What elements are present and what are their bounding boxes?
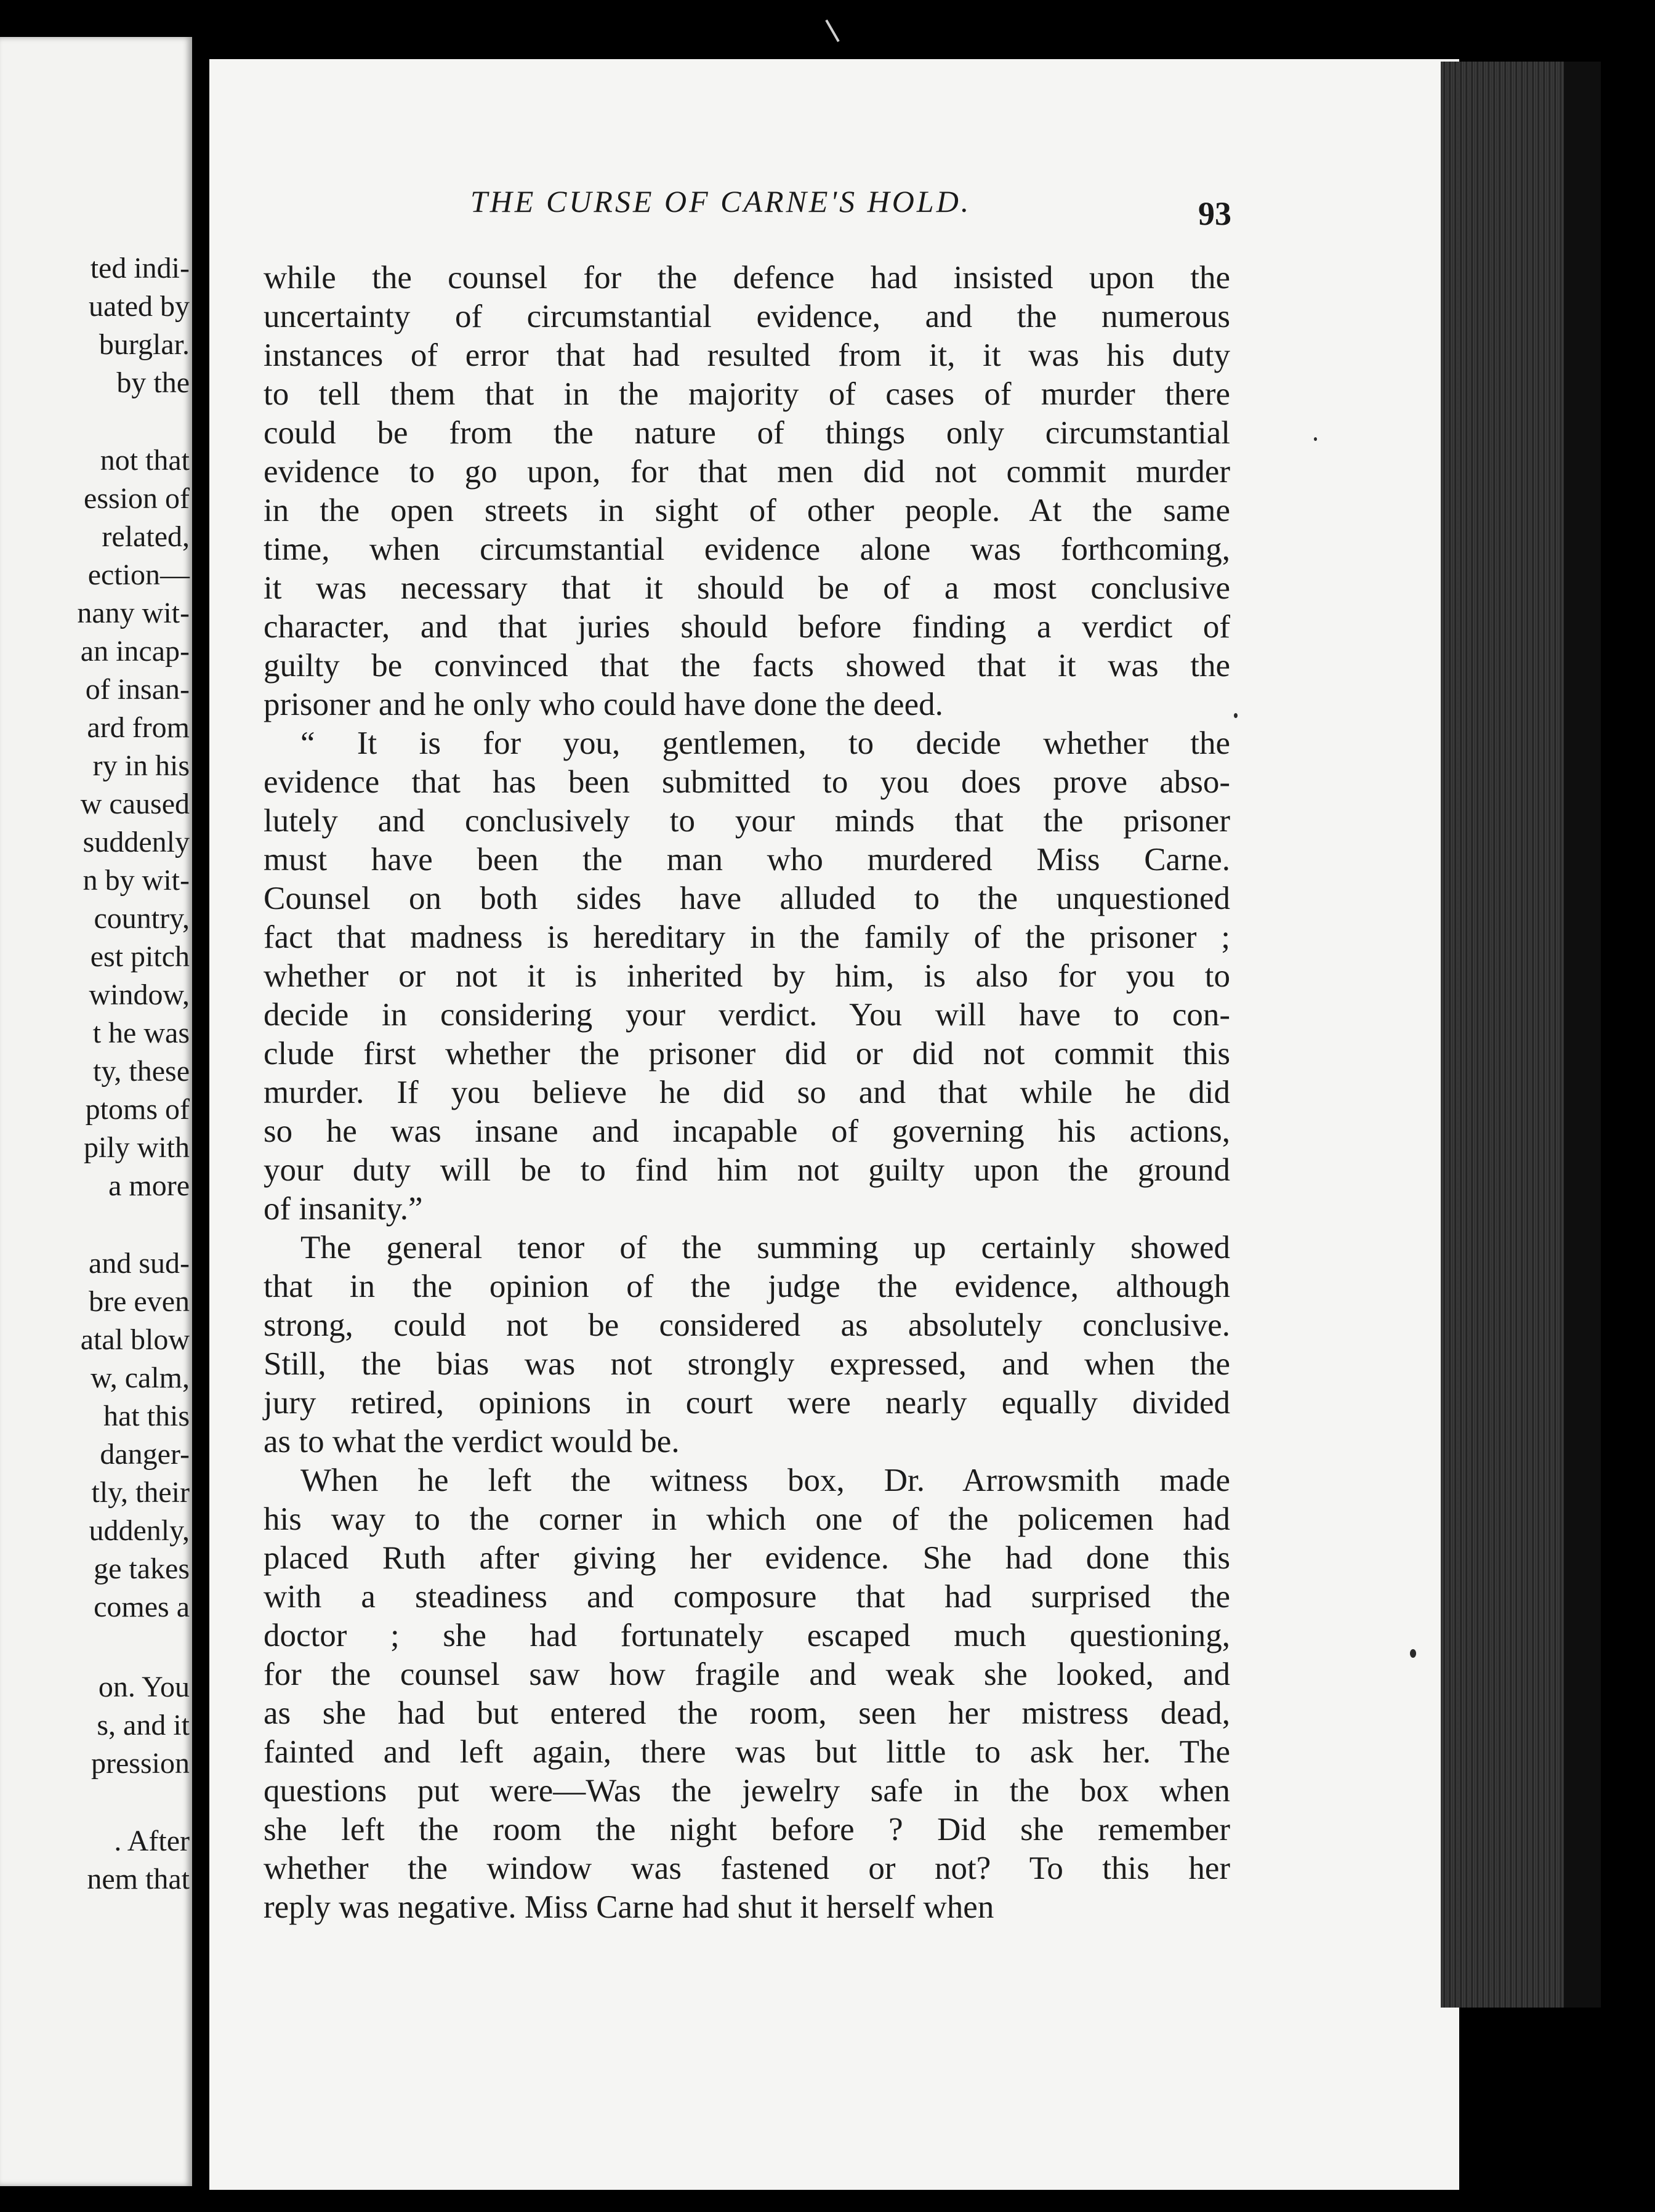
left-page-fragment: uated by	[89, 290, 190, 323]
left-page-fragment: nem that	[87, 1863, 190, 1895]
text-line: questions put were—Was the jewelry safe in the box when	[264, 1773, 1230, 1809]
text-line: in the open streets in sight of other people. At the same	[264, 493, 1230, 528]
text-line: Counsel on both sides have alluded to the unquestioned	[264, 881, 1230, 916]
text-line: clude first whether the prisoner did or did not commit this	[264, 1036, 1230, 1072]
left-page-fragment: hat this	[103, 1400, 190, 1432]
left-page-fragment: pression	[91, 1747, 190, 1780]
left-page-fragment: uddenly,	[89, 1514, 190, 1547]
text-line: murder. If you believe he did so and that while he did	[264, 1075, 1230, 1110]
left-page	[0, 37, 192, 2186]
left-page-fragment: a more	[108, 1169, 190, 1202]
left-page-fragment: n by wit-	[83, 864, 190, 897]
left-page-fragment: atal blow	[80, 1323, 190, 1356]
text-line: whether the window was fastened or not? To this her	[264, 1851, 1230, 1886]
left-page-fragment: danger-	[100, 1438, 190, 1471]
text-line: your duty will be to find him not guilty upon the ground	[264, 1152, 1230, 1188]
text-line: uncertainty of circumstantial evidence, and the numerous	[264, 299, 1230, 334]
left-page-fragment: burglar.	[99, 328, 190, 361]
text-line: with a steadiness and composure that had surprised the	[264, 1579, 1230, 1615]
left-page-fragment: ge takes	[94, 1552, 190, 1585]
text-line: evidence that has been submitted to you does prove abso-	[264, 764, 1230, 800]
left-page-fragment: w, calm,	[91, 1362, 190, 1394]
text-line: When he left the witness box, Dr. Arrowsmith made	[300, 1463, 1230, 1498]
scan-speck	[1314, 437, 1317, 441]
text-line: lutely and conclusively to your minds that the prisoner	[264, 803, 1230, 839]
left-page-fragment: of insan-	[85, 673, 190, 706]
text-line: prisoner and he only who could have done the deed.	[264, 687, 943, 722]
left-page-fragment: suddenly	[83, 826, 190, 858]
left-page-fragment: ry in his	[92, 749, 190, 782]
left-page-fragment: w caused	[80, 788, 190, 820]
text-line: doctor ; she had fortunately escaped much questioning,	[264, 1618, 1230, 1653]
left-page-fragment: not that	[100, 444, 190, 477]
scan-speck	[1410, 1649, 1416, 1658]
left-page-fragment: and sud-	[89, 1247, 190, 1280]
left-page-fragment: ted indi-	[90, 252, 190, 285]
text-line: could be from the nature of things only circumstantial	[264, 415, 1230, 451]
text-line: evidence to go upon, for that men did not commit murder	[264, 454, 1230, 490]
scan-speck	[1234, 713, 1238, 718]
text-line: fainted and left again, there was but little to ask her. The	[264, 1734, 1230, 1770]
left-page-fragment: est pitch	[90, 940, 190, 973]
left-page-fragment: . After	[114, 1825, 190, 1857]
left-page-fragment: ty, these	[93, 1055, 190, 1088]
text-line: as to what the verdict would be.	[264, 1424, 680, 1459]
text-line: to tell them that in the majority of cases of murder there	[264, 376, 1230, 412]
left-page-fragment: tly, their	[91, 1476, 190, 1509]
left-page-fragment: s, and it	[97, 1709, 190, 1742]
left-page-fragment: by the	[116, 366, 190, 399]
text-line: instances of error that had resulted from it, it was his duty	[264, 337, 1230, 373]
left-page-fragment: related,	[102, 520, 190, 553]
left-page-fragment: t he was	[92, 1017, 190, 1049]
text-line: guilty be convinced that the facts showed that it was the	[264, 648, 1230, 684]
left-page-fragment: ard from	[87, 711, 190, 744]
left-page-fragment: ession of	[84, 482, 190, 515]
text-line: she left the room the night before ? Did she remember	[264, 1812, 1230, 1847]
left-page-fragment: bre even	[89, 1285, 190, 1318]
text-line: decide in considering your verdict. You will have to con-	[264, 997, 1230, 1033]
text-line: whether or not it is inherited by him, is also for you to	[264, 958, 1230, 994]
left-page-fragment: an incap-	[80, 635, 190, 668]
text-line: placed Ruth after giving her evidence. She had done this	[264, 1540, 1230, 1576]
text-line: that in the opinion of the judge the evidence, although	[264, 1269, 1230, 1304]
page-edge-shadow	[1564, 62, 1601, 2008]
left-page-fragment: on. You	[98, 1671, 190, 1703]
text-line: his way to the corner in which one of the policemen had	[264, 1501, 1230, 1537]
body-text	[264, 259, 1230, 1927]
page-number: 93	[1198, 195, 1231, 232]
scan-mark	[825, 20, 839, 42]
left-page-fragment: pily with	[83, 1131, 190, 1164]
text-line: “ It is for you, gentlemen, to decide whether the	[300, 725, 1230, 761]
text-line: jury retired, opinions in court were nearly equally divided	[264, 1385, 1230, 1421]
text-line: so he was insane and incapable of governing his actions,	[264, 1113, 1230, 1149]
text-line: strong, could not be considered as absolutely conclusive.	[264, 1307, 1230, 1343]
left-page-fragment: comes a	[94, 1591, 190, 1623]
text-line: it was necessary that it should be of a most conclusive	[264, 570, 1230, 606]
left-page-fragment: nany wit-	[77, 597, 190, 629]
left-page-fragment: country,	[94, 902, 190, 935]
text-line: reply was negative. Miss Carne had shut it herself when	[264, 1889, 994, 1925]
text-line: fact that madness is hereditary in the family of the prisoner ;	[264, 919, 1230, 955]
text-line: while the counsel for the defence had insisted upon the	[264, 260, 1230, 296]
left-page-fragment: ection—	[87, 559, 190, 591]
left-page-fragment: window,	[89, 979, 190, 1011]
text-line: The general tenor of the summing up certainly showed	[300, 1230, 1230, 1265]
text-line: as she had but entered the room, seen her mistress dead,	[264, 1695, 1230, 1731]
text-line: of insanity.”	[264, 1191, 423, 1227]
text-line: for the counsel saw how fragile and weak she looked, and	[264, 1657, 1230, 1692]
text-line: character, and that juries should before finding a verdict of	[264, 609, 1230, 645]
text-line: must have been the man who murdered Miss Carne.	[264, 842, 1230, 878]
text-line: time, when circumstantial evidence alone was forthcoming,	[264, 531, 1230, 567]
text-line: Still, the bias was not strongly expressed, and when the	[264, 1346, 1230, 1382]
running-head: THE CURSE OF CARNE'S HOLD.	[470, 184, 972, 219]
left-page-fragment: ptoms of	[85, 1093, 190, 1126]
